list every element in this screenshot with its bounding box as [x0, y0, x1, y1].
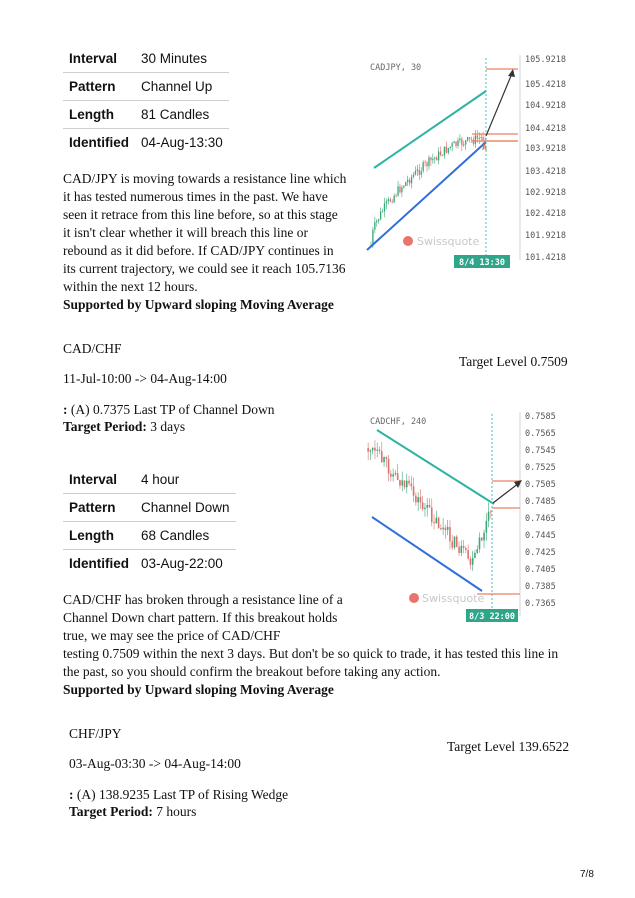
candle-body: [381, 451, 383, 462]
candle-body: [451, 143, 452, 146]
cadchf-chart: [362, 408, 577, 626]
candle-body: [374, 222, 375, 230]
candle-body: [408, 481, 410, 484]
price-label: 0.7365: [525, 599, 556, 609]
candle-body: [395, 473, 397, 474]
price-label: 101.4218: [525, 253, 566, 263]
candle-body: [422, 502, 424, 509]
candle-body: [390, 199, 391, 201]
candle-body: [378, 219, 379, 221]
chfjpy-pair-title: CHF/JPY: [69, 726, 122, 741]
candle-body: [461, 139, 462, 146]
candle-body: [406, 481, 408, 488]
candle-body: [470, 559, 472, 565]
candle-body: [488, 512, 490, 521]
swissquote-logo-icon: [403, 236, 413, 246]
candle-body: [455, 142, 456, 146]
candle-body: [436, 518, 438, 524]
price-label: 102.9218: [525, 188, 566, 198]
candle-body: [370, 450, 372, 451]
cadjpy-paragraph: CAD/JPY is moving towards a resistance line which it has tested numerous times in the past. We have seen it retrace from this line before, so at this stage it isn't clear whether it will breach this line or rebound as it did before. If CAD/JPY continues in its current trajectory, we could see it reach 105.7136 within the next 12 hours.: [63, 171, 347, 294]
chart-symbol-label: CADJPY, 30: [370, 63, 422, 73]
candle-body: [386, 201, 387, 203]
price-label: 105.4218: [525, 80, 566, 90]
candle-body: [442, 155, 443, 156]
candle-body: [486, 521, 488, 533]
candle-body: [399, 480, 401, 486]
cadchf-target-period: Target Period: 3 days: [63, 419, 186, 434]
candle-body: [419, 170, 420, 175]
price-label: 0.7385: [525, 582, 556, 592]
swissquote-brand: Swissquote: [417, 235, 480, 248]
candle-body: [413, 175, 414, 177]
candle-body: [376, 221, 377, 222]
time-badge-label: 8/4 13:30: [458, 258, 506, 268]
price-label: 0.7505: [525, 480, 556, 490]
candle-body: [433, 522, 435, 523]
candle-body: [469, 137, 470, 139]
candle-body: [459, 139, 460, 141]
cadchf-target-level: Target Level 0.7509: [459, 354, 568, 369]
candle-body: [431, 508, 433, 523]
candle-body: [479, 138, 480, 139]
candle-body: [415, 171, 416, 175]
candle-body: [449, 527, 451, 541]
price-label: 103.4218: [525, 167, 566, 177]
candle-body: [490, 512, 492, 513]
cadjpy-chart: [362, 50, 577, 270]
price-label: 104.4218: [525, 124, 566, 134]
candle-body: [429, 505, 431, 508]
candle-body: [454, 537, 456, 548]
candle-body: [440, 152, 441, 156]
candle-body: [374, 448, 376, 451]
candle-body: [450, 147, 451, 148]
candle-body: [384, 203, 385, 211]
candle-body: [388, 459, 390, 474]
candle-body: [421, 171, 422, 175]
candle-body: [445, 528, 447, 530]
candle-body: [432, 159, 433, 160]
table-row: Pattern Channel Up: [63, 73, 229, 101]
candle-body: [461, 546, 463, 553]
candle-body: [426, 505, 428, 508]
candle-body: [422, 162, 423, 171]
chfjpy-target-level: Target Level 139.6522: [447, 739, 570, 754]
candle-body: [426, 163, 427, 167]
cadchf-info-table: [63, 466, 236, 577]
candle-body: [451, 541, 453, 547]
price-label: 0.7405: [525, 565, 556, 575]
price-label: 101.9218: [525, 231, 566, 241]
cadchf-paragraph-part1: CAD/CHF has broken through a resistance line of a Channel Down chart pattern. If this breakout holds true, we may see the price of CAD/CHF: [63, 592, 343, 643]
chfjpy-target-period: Target Period: 7 hours: [69, 804, 197, 819]
candle-body: [392, 202, 393, 203]
price-label: 0.7485: [525, 497, 556, 507]
candle-body: [411, 177, 412, 183]
candle-body: [430, 157, 431, 160]
candle-body: [405, 182, 406, 186]
table-row: Interval 30 Minutes: [63, 45, 229, 73]
candle-body: [413, 486, 415, 495]
candle-body: [448, 148, 449, 153]
candle-body: [379, 450, 381, 452]
candle-body: [458, 547, 460, 553]
candle-body: [453, 142, 454, 144]
candle-body: [467, 137, 468, 140]
cadchf-last-tp: : (A) 0.7375 Last TP of Channel Down: [63, 402, 275, 417]
candle-body: [407, 180, 408, 182]
candle-body: [401, 187, 402, 192]
chart-symbol-label: CADCHF, 240: [370, 417, 427, 427]
candle-body: [482, 137, 483, 140]
candle-body: [465, 548, 467, 550]
candle-body: [440, 528, 442, 529]
candle-body: [417, 497, 419, 502]
candle-body: [465, 140, 466, 144]
price-label: 103.9218: [525, 144, 566, 154]
candle-body: [401, 480, 403, 485]
candle-body: [456, 537, 458, 547]
candle-body: [483, 533, 485, 541]
candle-body: [442, 528, 444, 530]
price-label: 0.7585: [525, 412, 556, 422]
candle-body: [382, 211, 383, 212]
candle-body: [399, 186, 400, 192]
candle-body: [438, 518, 440, 528]
candle-body: [467, 550, 469, 559]
price-label: 0.7425: [525, 548, 556, 558]
swissquote-brand: Swissquote: [422, 592, 485, 605]
candle-body: [393, 195, 394, 202]
candle-body: [392, 474, 394, 476]
price-label: 0.7445: [525, 531, 556, 541]
candle-body: [479, 537, 481, 549]
candle-body: [367, 448, 369, 452]
candle-body: [403, 186, 404, 187]
time-badge-label: 8/3 22:00: [468, 612, 516, 622]
candle-body: [415, 496, 417, 503]
candle-body: [463, 546, 465, 548]
candle-body: [376, 450, 378, 451]
candle-body: [477, 136, 478, 139]
price-label: 0.7565: [525, 429, 556, 439]
table-row: Pattern Channel Down: [63, 494, 236, 522]
candle-body: [397, 473, 399, 480]
candle-body: [372, 230, 373, 245]
cadjpy-info-table: [63, 45, 229, 156]
candle-body: [476, 549, 478, 553]
candle-body: [404, 480, 406, 487]
candle-body: [474, 553, 476, 558]
price-label: 105.9218: [525, 55, 566, 65]
page-number: 7/8: [580, 869, 594, 880]
candle-body: [472, 558, 474, 565]
candle-body: [444, 147, 445, 156]
candle-body: [390, 474, 392, 477]
candle-body: [447, 527, 449, 530]
cadchf-paragraph-part2: testing 0.7509 within the next 3 days. But don't be so quick to trade, it has tested this line in the past, so you should confirm the breakout before taking any action.: [63, 646, 559, 679]
candle-body: [446, 147, 447, 153]
candle-body: [409, 180, 410, 184]
candle-body: [386, 457, 388, 459]
cadchf-pair-title: CAD/CHF: [63, 341, 122, 356]
candle-body: [380, 211, 381, 219]
candle-body: [457, 140, 458, 146]
candle-body: [420, 497, 422, 502]
candle-body: [424, 162, 425, 163]
chfjpy-date-range: 03-Aug-03:30 -> 04-Aug-14:00: [69, 756, 241, 771]
cadchf-support-text: Supported by Upward sloping Moving Average: [63, 682, 334, 697]
price-label: 0.7525: [525, 463, 556, 473]
candle-body: [438, 152, 439, 161]
table-row: Interval 4 hour: [63, 466, 236, 494]
candle-body: [383, 457, 385, 462]
candle-body: [463, 145, 464, 146]
candle-body: [395, 195, 396, 196]
price-label: 102.4218: [525, 209, 566, 219]
candle-body: [424, 508, 426, 509]
chfjpy-last-tp: : (A) 138.9235 Last TP of Rising Wedge: [69, 787, 289, 802]
point-a-marker: A: [482, 143, 487, 152]
candle-body: [434, 158, 435, 159]
candle-body: [411, 484, 413, 487]
price-label: 104.9218: [525, 101, 566, 111]
candle-body: [436, 158, 437, 161]
table-row: Identified 04-Aug-13:30: [69, 135, 223, 150]
swissquote-logo-icon: [409, 593, 419, 603]
price-label: 0.7465: [525, 514, 556, 524]
table-row: Length 68 Candles: [63, 522, 236, 550]
candle-body: [397, 186, 398, 195]
price-label: 0.7545: [525, 446, 556, 456]
candle-body: [480, 137, 481, 138]
table-row: Identified 03-Aug-22:00: [69, 556, 223, 571]
cadjpy-support-text: Supported by Upward sloping Moving Average: [63, 297, 334, 312]
candle-body: [388, 199, 389, 201]
candle-body: [481, 537, 483, 540]
candle-body: [428, 157, 429, 166]
table-row: Length 81 Candles: [63, 101, 229, 129]
candle-body: [475, 136, 476, 144]
candle-body: [372, 448, 374, 451]
candle-body: [471, 139, 472, 140]
candle-body: [473, 140, 474, 144]
cadchf-date-range: 11-Jul-10:00 -> 04-Aug-14:00: [63, 371, 227, 386]
candle-body: [417, 170, 418, 171]
